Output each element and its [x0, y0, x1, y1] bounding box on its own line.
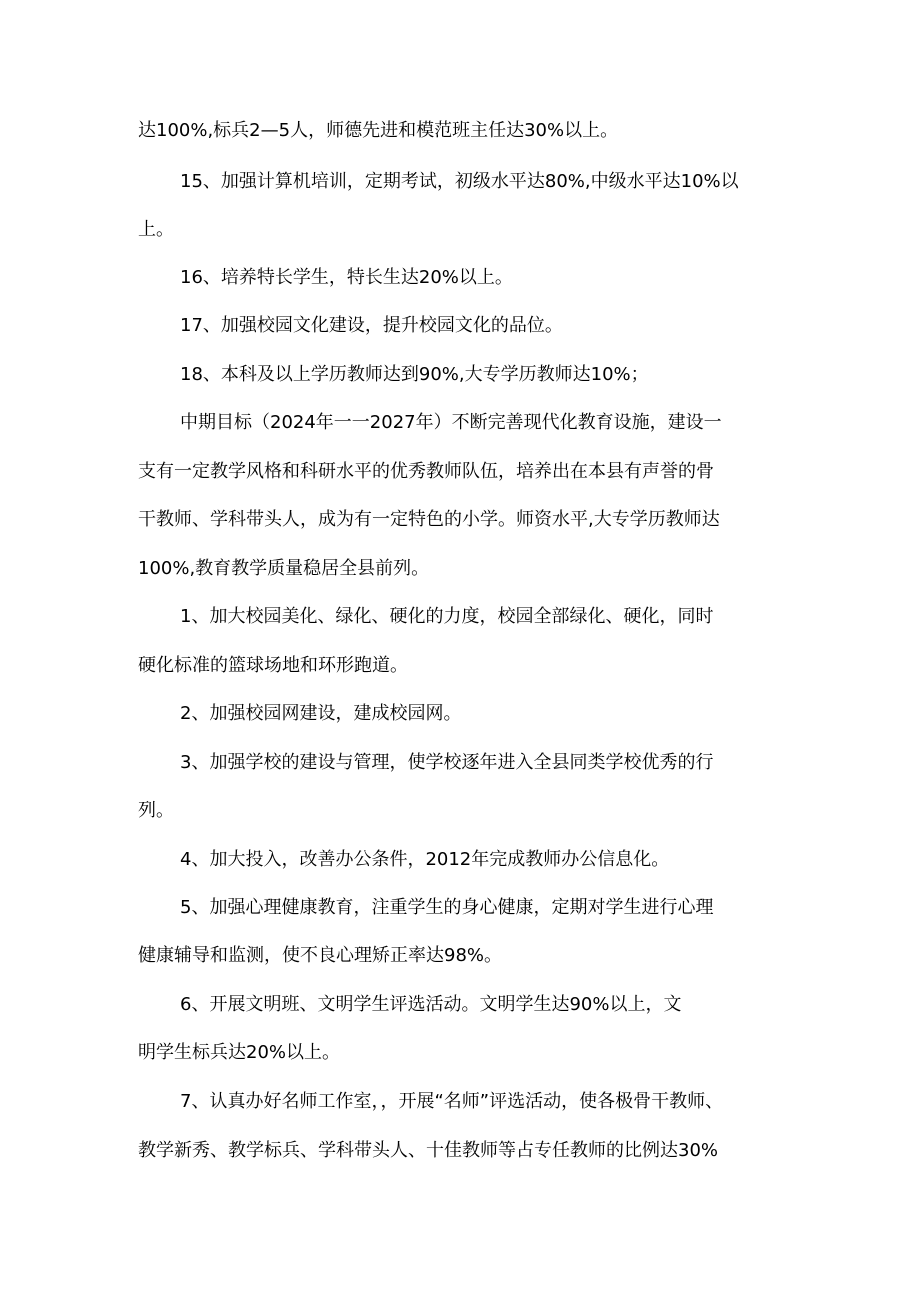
- text-line: 17、加强校园文化建设，提升校园文化的品位。: [180, 315, 563, 336]
- text-line: 干教师、学科带头人，成为有一定特色的小学。师资水平,大专学历教师达: [138, 509, 720, 530]
- text-line: 列。: [138, 800, 174, 821]
- text-line: 100%,教育教学质量稳居全县前列。: [138, 558, 430, 579]
- text-line: 硬化标准的篮球场地和环形跑道。: [138, 655, 408, 676]
- text-line: 7、认真办好名师工作室，，开展“名师”评选活动，使各极骨干教师、: [180, 1091, 724, 1112]
- text-line: 上。: [138, 219, 174, 240]
- text-line: 中期目标（2024年一一2027年）不断完善现代化教育设施，建设一: [180, 412, 722, 433]
- text-line: 明学生标兵达20%以上。: [138, 1042, 341, 1063]
- text-line: 4、加大投入，改善办公条件，2012年完成教师办公信息化。: [180, 849, 670, 870]
- text-line: 6、开展文明班、文明学生评选活动。文明学生达90%以上，文: [180, 994, 682, 1015]
- text-line: 3、加强学校的建设与管理，使学校逐年进入全县同类学校优秀的行: [180, 752, 714, 773]
- text-line: 15、加强计算机培训，定期考试，初级水平达80%,中级水平达10%以: [180, 171, 739, 192]
- text-line: 16、培养特长学生，特长生达20%以上。: [180, 267, 513, 288]
- text-line: 教学新秀、教学标兵、学科带头人、十佳教师等占专任教师的比例达30%: [138, 1140, 719, 1161]
- text-line: 1、加大校园美化、绿化、硬化的力度，校园全部绿化、硬化，同时: [180, 606, 714, 627]
- text-line: 健康辅导和监测，使不良心理矫正率达98%。: [138, 945, 503, 966]
- text-line: 5、加强心理健康教育，注重学生的身心健康，定期对学生进行心理: [180, 897, 714, 918]
- text-line: 达100%,标兵2—5人，师德先进和模范班主任达30%以上。: [138, 120, 619, 141]
- text-line: 18、本科及以上学历教师达到90%,大专学历教师达10%；: [180, 364, 649, 385]
- text-line: 支有一定教学风格和科研水平的优秀教师队伍，培养出在本县有声誉的骨: [138, 461, 714, 482]
- text-line: 2、加强校园网建设，建成校园网。: [180, 703, 462, 724]
